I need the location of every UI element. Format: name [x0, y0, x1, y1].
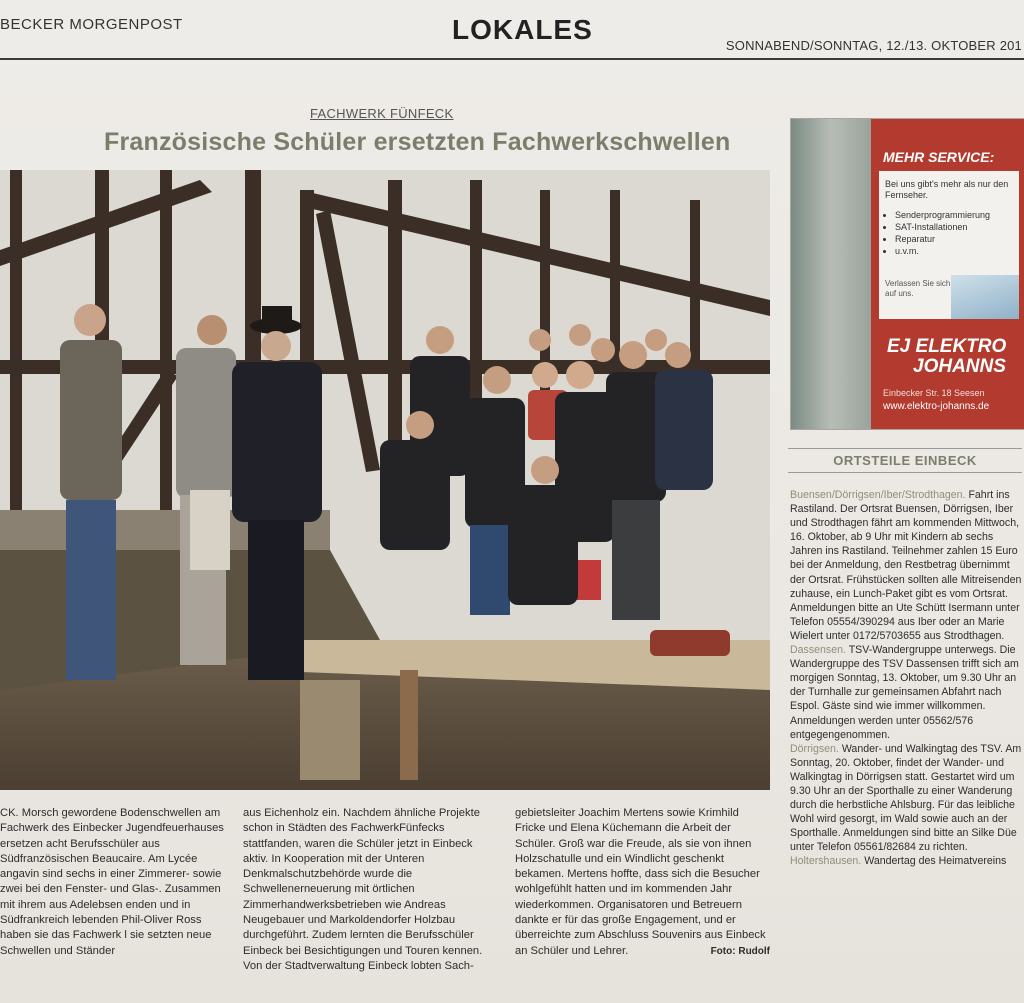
advertisement[interactable]	[790, 118, 1024, 430]
ad-website: www.elektro-johanns.de	[883, 401, 990, 412]
ad-title: MEHR SERVICE:	[883, 149, 995, 165]
news-briefs	[790, 488, 1024, 869]
ad-service-item: • Reparatur	[895, 233, 990, 245]
paper-name: BECKER MORGENPOST	[0, 16, 183, 33]
article-photo	[0, 170, 770, 790]
ad-service-item: • Senderprogrammierung	[895, 209, 990, 221]
brief-place: Dassensen.	[790, 644, 846, 657]
ad-service-list	[885, 209, 990, 257]
news-brief	[790, 488, 1024, 643]
photo-credit: Foto: Rudolf	[710, 945, 770, 957]
ad-service-item: • u.v.m.	[895, 245, 990, 257]
ad-address: Einbecker Str. 18 Seesen	[883, 388, 985, 398]
brief-place: Dörrigsen.	[790, 742, 839, 755]
ad-logo-line2: JOHANNS	[913, 356, 1006, 377]
article-text: gebietsleiter Joachim Mertens sowie Krimhild Fricke und Elena Küchemann die Arbeit der Schüler. Groß war die Freude, als sie von ihnen Holzschatulle und ein Windlicht geschenkt bekamen. Mertens hoffte, dass sich die Besucher wohlgefühlt hatten und im kommenden Jahr wiederkommen. Organisatoren und Betreuern dankte er für das große Engagement, und er überreichte zum Abschluss Souvenirs aus Einbeck an Schüler und Lehrer. Foto: Rudolf	[515, 806, 770, 959]
ad-service-box	[879, 171, 1019, 319]
ad-service-item: • SAT-Installationen	[895, 221, 990, 233]
brief-place: Holtershausen.	[790, 855, 862, 868]
masthead	[0, 0, 1024, 60]
news-brief	[790, 643, 1024, 742]
brief-place: Buensen/Dörrigsen/Iber/Strodthagen.	[790, 489, 966, 501]
ad-wave-graphic	[951, 275, 1019, 319]
brief-text: Wandertag des Heimatvereins	[861, 855, 1007, 868]
issue-date: SONNABEND/SONNTAG, 12./13. OKTOBER 201	[725, 38, 1022, 53]
news-brief	[790, 854, 1024, 868]
brief-text: Fahrt ins Rastiland. Der Ortsrat Buensen, Dörrigsen, Iber und Strodthagen fährt am kommenden Mittwoch, 16. Oktober, ab 9 Uhr mit Kindern ab sechs Jahren ins Rastiland. Teilnehmer zahlen 15 Euro bei der Anmeldung, den Restbetrag übernimmt der Ortsrat. Frühstücken sollten alle Mitreisenden zuhause, ein Lunch-Paket gibt es vom Ortsrat. Anmeldungen bitte an Ute Schütt Isermann unter Telefon 05554/390294 aus Iber oder an Marie Wielert unter 0172/5703655 aus Strodthagen.	[790, 489, 1022, 642]
ad-intro: Bei uns gibt's mehr als nur den Fernseher.	[885, 179, 1009, 200]
group-photo-illustration	[0, 170, 770, 790]
brief-text: TSV-Wandergruppe unterwegs. Die Wandergruppe des TSV Dassensen trifft sich am morgigen Sonntag, 13. Oktober, um 9.30 Uhr an der Turnhalle zur gemeinsamen Abfahrt nach Espol. Gäste sind wie immer willkommen. Anmeldungen werden unter 05562/576 entgegengenommen.	[790, 644, 1019, 741]
brief-text: Wander- und Walkingtag des TSV. Am Sonntag, 20. Oktober, findet der Wander- und Walkingtag in Dörrigsen statt. Gestartet wird um 9.30 Uhr an der Sporthalle zu einer Wanderung durch die herbstliche Ahlsburg. Für das leibliche Wohl wird gesorgt, im Wald sowie auch an der Sporthalle. Anmeldungen sind bitte an Silke Düe unter Telefon 05561/82684 zu richten.	[790, 742, 1022, 854]
section-name: LOKALES	[452, 14, 593, 45]
ad-image	[791, 119, 871, 429]
article-kicker: FACHWERK FÜNFECK	[310, 106, 454, 121]
ad-logo-line1: EJ ELEKTRO	[887, 336, 1007, 357]
ad-note: Verlassen Sie sich auf uns.	[885, 279, 951, 298]
sidebar-section-title: ORTSTEILE EINBECK	[788, 448, 1022, 473]
article-headline: Französische Schüler ersetzten Fachwerkschwellen	[104, 128, 731, 156]
article-column-1	[0, 806, 228, 959]
article-text: aus Eichenholz ein. Nachdem ähnliche Projekte schon in Städten des FachwerkFünfecks stattfanden, waren die Schüler jetzt in Einbeck aktiv. In Kooperation mit der Unteren Denkmalschutzbehörde wurde die Schwellenerneuerung mit örtlichen Zimmerhandwerksbetrieben wie Andreas Neugebauer und Markoldendorfer Holzbau durchgeführt. Zudem lernten die Berufsschüler Einbeck bei Besichtigungen und Touren kennen. Von der Stadtverwaltung Einbeck lobten Sach-	[243, 807, 483, 972]
article-text: CK. Morsch gewordene Bodenschwellen am Fachwerk des Einbecker Jugendfeuerhauses ersetzen acht Berufsschüler aus Südfranzösischen Beaucaire. Am Lycée angavin sind sechs in einer Zimmerer- sowie zwei bei den Fenster- und Glas-. Zusammen mit ihrem aus Adelebsen enden und in Südfrankreich lebenden Phil-Oliver Ross haben sie das Fachwerk l sie setzten neue Schwellen und Ständer	[0, 807, 224, 957]
article-column-2	[243, 806, 493, 974]
news-brief	[790, 742, 1024, 855]
article-column-3	[515, 806, 770, 959]
ad-logo	[887, 337, 1006, 377]
